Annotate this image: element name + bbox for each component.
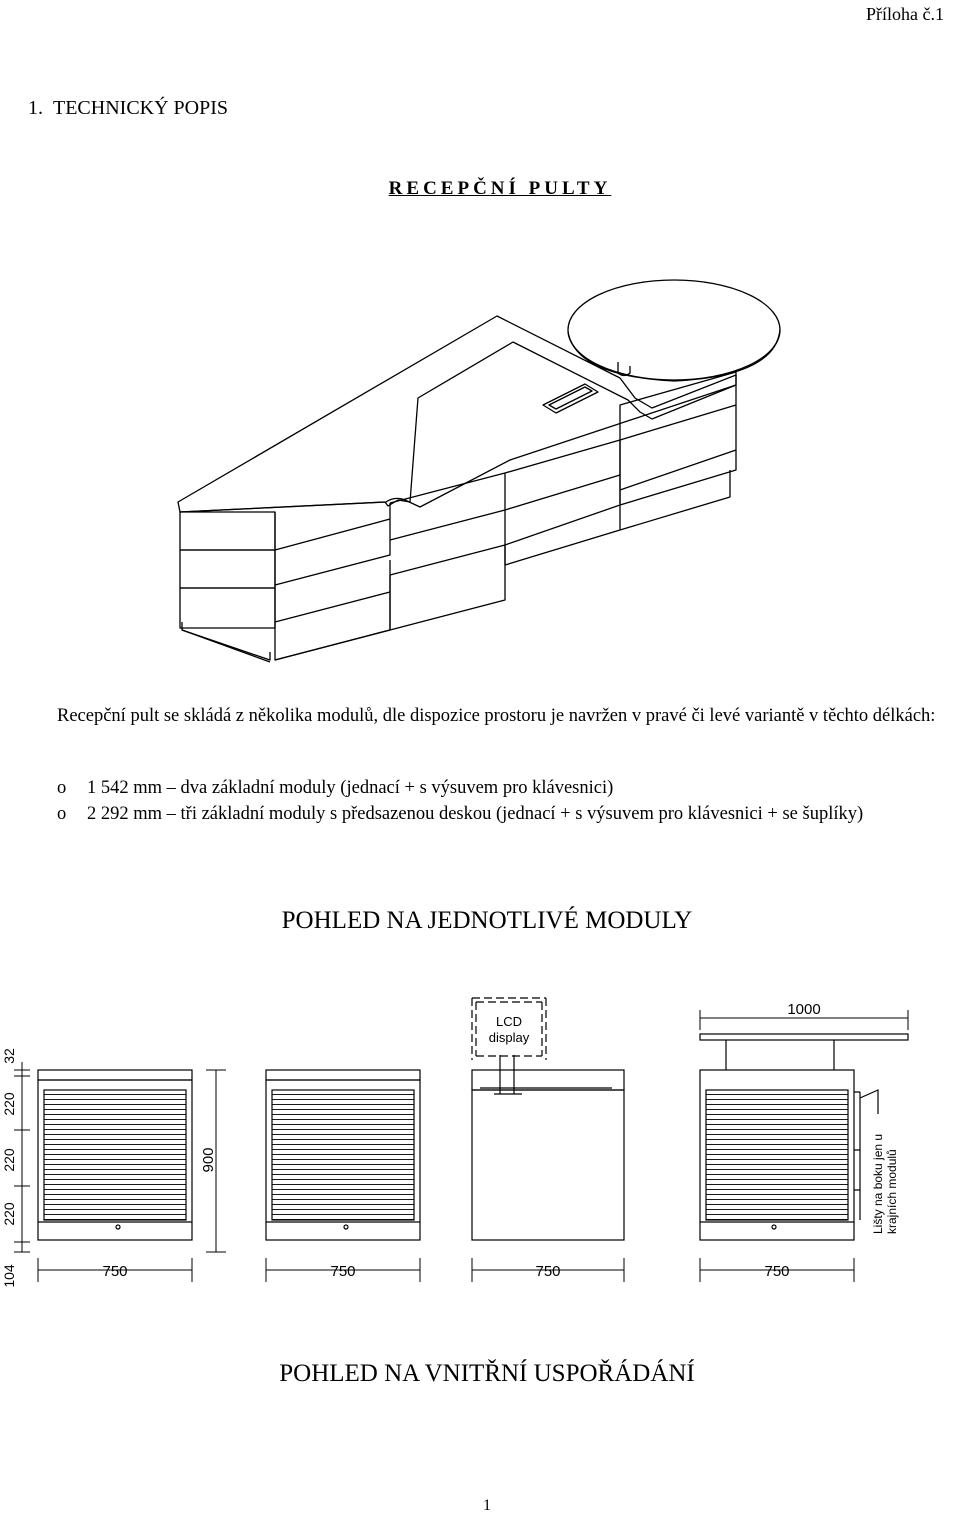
module-3-width: 750: [535, 1263, 561, 1280]
module-2-width: 750: [330, 1263, 356, 1280]
bullet-marker: o: [57, 778, 67, 798]
dim-220-bottom: 220: [1, 1202, 17, 1226]
page-number: 1: [483, 1497, 491, 1514]
list-item: [57, 775, 949, 801]
modules-view-title: POHLED NA JEDNOTLIVÉ MODULY: [281, 907, 693, 934]
counter-isometric-drawing: [0, 0, 960, 700]
section-title: TECHNICKÝ POPIS: [53, 97, 229, 119]
counter-top: [178, 316, 736, 512]
dim-32: 32: [1, 1048, 17, 1064]
modules-elevation-drawing: [0, 990, 960, 1320]
keyboard-slot: [543, 384, 598, 413]
length-list: [57, 775, 949, 827]
round-table-top: [568, 280, 780, 380]
dim-220-top: 220: [1, 1092, 17, 1116]
interior-view-title: POHLED NA VNITŘNÍ USPOŘÁDÁNÍ: [279, 1360, 695, 1387]
counter-module-1-top: [180, 512, 275, 550]
module-4-width: 750: [764, 1263, 790, 1280]
bullet-marker: o: [57, 804, 67, 824]
table-top-width: 1000: [787, 1001, 821, 1018]
module-1-width: 750: [102, 1263, 128, 1280]
appendix-label: Příloha č.1: [866, 4, 944, 24]
list-item: [57, 801, 949, 827]
list-item-text: 1 542 mm – dva základní moduly (jednací + s výsuvem pro klávesnici): [87, 778, 614, 798]
document-subtitle: RECEPČNÍ PULTY: [388, 178, 612, 199]
section-number: 1.: [28, 97, 43, 119]
lcd-label-line1: LCD: [495, 1014, 523, 1029]
dim-104: 104: [1, 1264, 17, 1288]
description-paragraph: Recepční pult se skládá z několika modulů, dle dispozice prostoru je navržen v pravé či levé variantě v těchto délkách:: [57, 706, 936, 726]
side-note-line1: Lišty na boku jen u: [871, 1133, 885, 1234]
side-note-line2: krajních modulů: [885, 1149, 899, 1234]
lcd-label-line2: display: [488, 1030, 530, 1045]
dim-220-middle: 220: [1, 1148, 17, 1172]
module-1: [38, 1070, 192, 1240]
list-item-text: 2 292 mm – tři základní moduly s předsazenou deskou (jednací + s výsuvem pro klávesnici + se šuplíky): [87, 804, 864, 824]
module-height: 900: [200, 1147, 217, 1173]
module-2: [266, 1070, 420, 1240]
